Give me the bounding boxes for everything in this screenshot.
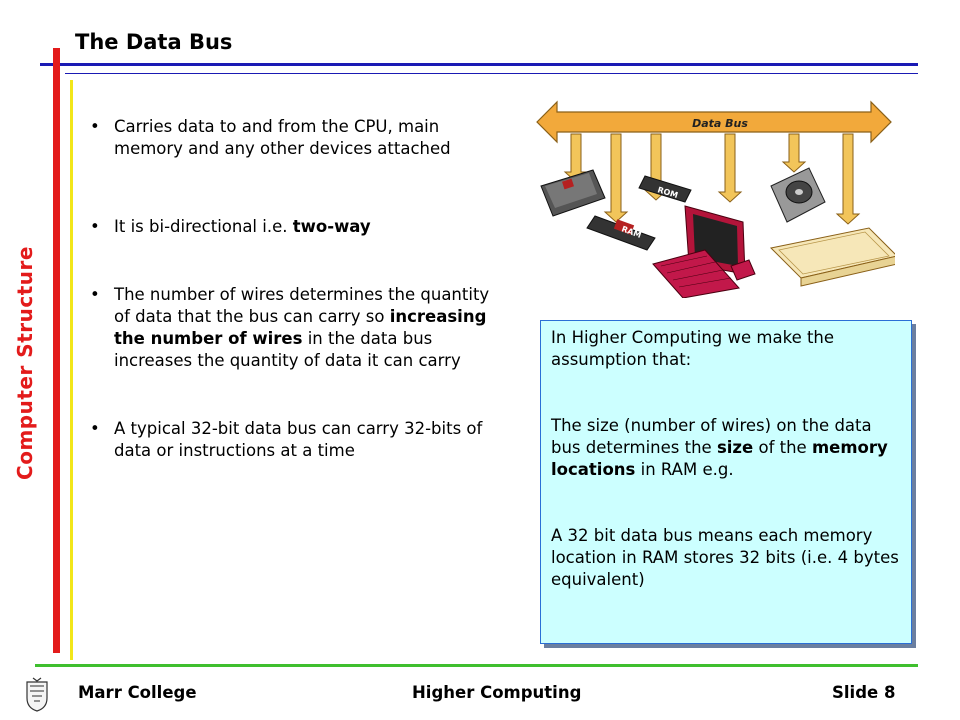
header-rule bbox=[40, 63, 918, 66]
footer-slide-number: Slide 8 bbox=[832, 683, 896, 702]
bullet-item: • It is bi-directional i.e. two-way bbox=[88, 216, 498, 238]
left-red-bar bbox=[53, 48, 60, 653]
footer-rule bbox=[35, 664, 918, 667]
bullet-item: • A typical 32-bit data bus can carry 32-bits of data or instructions at a time bbox=[88, 418, 498, 462]
cpu-chip-icon bbox=[541, 170, 605, 216]
bullet-item: • Carries data to and from the CPU, main memory and any other devices attached bbox=[88, 116, 498, 160]
computer-icon bbox=[653, 206, 755, 298]
hard-disk-icon bbox=[771, 168, 825, 222]
header-rule-thin bbox=[65, 73, 918, 74]
rom-chip-icon bbox=[639, 176, 691, 202]
data-bus-diagram bbox=[535, 98, 895, 298]
left-yellow-bar bbox=[70, 80, 73, 660]
assumption-box bbox=[540, 320, 912, 644]
bus-connectors bbox=[565, 134, 859, 224]
svg-text:ROM: ROM bbox=[656, 185, 680, 201]
bullet-list bbox=[88, 116, 498, 462]
data-bus-label: Data Bus bbox=[692, 117, 748, 130]
footer-school: Marr College bbox=[78, 683, 197, 702]
svg-text:RAM: RAM bbox=[620, 224, 643, 240]
expansion-board-icon bbox=[771, 228, 895, 286]
bullet-item: • The number of wires determines the quantity of data that the bus can carry so increasing the number of wires in the data bus increases the quantity of data it can carry bbox=[88, 284, 498, 372]
college-crest-icon bbox=[24, 676, 50, 712]
assumption-example: A 32 bit data bus means each memory location in RAM stores 32 bits (i.e. 4 bytes equivalent) bbox=[551, 526, 899, 589]
slide-title: The Data Bus bbox=[75, 30, 233, 54]
assumption-intro: In Higher Computing we make the assumption that: bbox=[551, 328, 835, 369]
ram-chip-icon bbox=[587, 216, 655, 250]
side-title: Computer Structure bbox=[13, 246, 37, 480]
assumption-size: The size (number of wires) on the data bus determines the size of the memory locations in RAM e.g. bbox=[551, 416, 888, 479]
footer-course: Higher Computing bbox=[412, 683, 582, 702]
